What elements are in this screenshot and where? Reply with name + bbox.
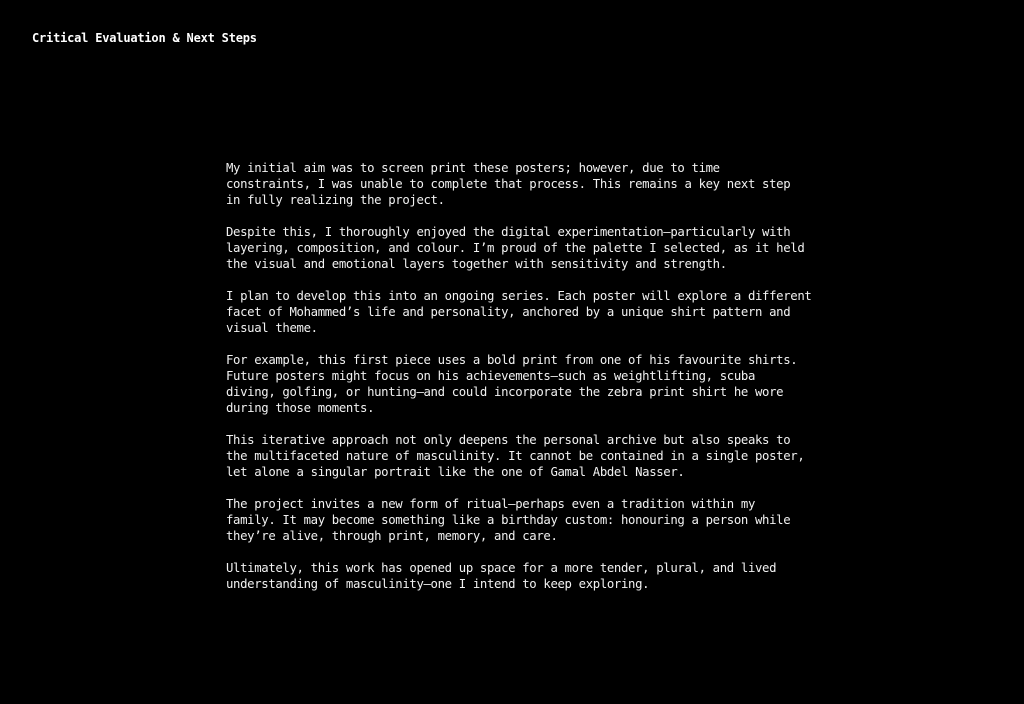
paragraph-line: understanding of masculinity—one I intend to keep exploring. (226, 577, 650, 591)
paragraph-line: My initial aim was to screen print these posters; however, due to time (226, 161, 720, 175)
paragraph-5 (226, 432, 806, 480)
paragraph-line: in fully realizing the project. (226, 193, 445, 207)
paragraph-6 (226, 496, 806, 544)
paragraph-line: Despite this, I thoroughly enjoyed the digital experimentation—particularly with (226, 225, 791, 239)
paragraph-3 (226, 288, 812, 336)
paragraph-line: For example, this first piece uses a bold print from one of his favourite shirts. (226, 353, 798, 367)
paragraph-line: The project invites a new form of ritual—perhaps even a tradition within my (226, 497, 756, 511)
paragraph-line: Ultimately, this work has opened up space for a more tender, plural, and lived (226, 561, 777, 575)
paragraph-line: visual theme. (226, 321, 318, 335)
paragraph-line: constraints, I was unable to complete that process. This remains a key next step (226, 177, 791, 191)
paragraph-line: let alone a singular portrait like the one of Gamal Abdel Nasser. (226, 465, 685, 479)
paragraph-1 (226, 160, 806, 208)
page-title: Critical Evaluation & Next Steps (32, 31, 257, 45)
paragraph-4 (226, 352, 806, 416)
paragraph-line: family. It may become something like a birthday custom: honouring a person while (226, 513, 791, 527)
paragraph-line: the visual and emotional layers together with sensitivity and strength. (226, 257, 727, 271)
paragraph-line: This iterative approach not only deepens the personal archive but also speaks to (226, 433, 791, 447)
body-text (226, 160, 812, 608)
paragraph-line: I plan to develop this into an ongoing series. Each poster will explore a different (226, 289, 812, 303)
paragraph-2 (226, 224, 806, 272)
paragraph-line: facet of Mohammed’s life and personality, anchored by a unique shirt pattern and (226, 305, 791, 319)
paragraph-line: diving, golfing, or hunting—and could incorporate the zebra print shirt he wore (226, 385, 784, 399)
paragraph-line: they’re alive, through print, memory, and care. (226, 529, 558, 543)
paragraph-line: layering, composition, and colour. I’m proud of the palette I selected, as it held (226, 241, 805, 255)
paragraph-7 (226, 560, 806, 592)
paragraph-line: the multifaceted nature of masculinity. It cannot be contained in a single poster, (226, 449, 805, 463)
paragraph-line: during those moments. (226, 401, 375, 415)
paragraph-line: Future posters might focus on his achievements—such as weightlifting, scuba (226, 369, 756, 383)
